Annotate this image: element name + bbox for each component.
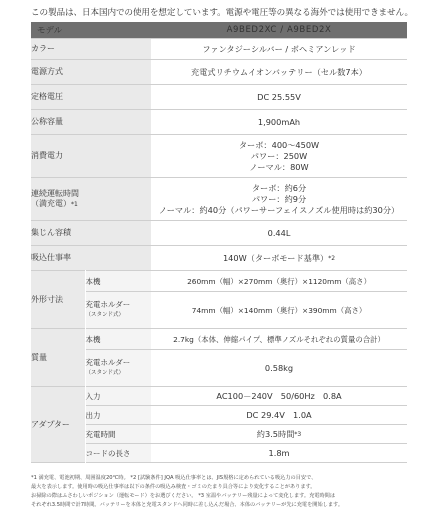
dust-value: 0.44L bbox=[267, 227, 291, 238]
adapter-label: アダプター bbox=[31, 387, 85, 463]
capacity-label: 公称容量 bbox=[31, 110, 151, 135]
mass-holder-value: 0.58kg bbox=[264, 362, 294, 373]
runtime-label: 連続運転時間 bbox=[31, 188, 79, 198]
row-adapter-charge bbox=[31, 425, 407, 444]
capacity-value: 1,900mAh bbox=[257, 116, 301, 127]
footnotes bbox=[31, 474, 411, 510]
dims-holder-label: 充電ホルダー bbox=[85, 300, 131, 309]
dims-label: 外形寸法 bbox=[31, 271, 85, 329]
power-power: パワー：250W bbox=[250, 150, 308, 161]
footnote-line: 最大を表示します。使用時の吸込仕事率は以下の条件の吸込み検査・ゴミのたまり具合等により変化することがあります。 bbox=[31, 484, 316, 490]
runtime-turbo: ターボ：約6分 bbox=[251, 182, 307, 193]
row-voltage bbox=[31, 85, 407, 110]
adapter-output-label: 出力 bbox=[85, 406, 151, 425]
table-header-row bbox=[31, 22, 407, 39]
model-value: A9BED2XC / A9BED2X bbox=[151, 22, 407, 39]
color-value: ファンタジーシルバー / ボヘミアンレッド bbox=[202, 43, 356, 54]
row-mass-holder bbox=[31, 350, 407, 387]
dims-main-value: 260mm（幅）×270mm（奥行）×1120mm（高さ） bbox=[187, 276, 371, 286]
color-label: カラー bbox=[31, 39, 151, 60]
voltage-label: 定格電圧 bbox=[31, 85, 151, 110]
adapter-charge-label: 充電時間 bbox=[85, 425, 151, 444]
runtime-power: パワー：約9分 bbox=[251, 193, 307, 204]
adapter-cord-label: コードの長さ bbox=[85, 444, 151, 463]
row-adapter-output bbox=[31, 406, 407, 425]
row-capacity bbox=[31, 110, 407, 135]
mass-main-label: 本機 bbox=[85, 329, 151, 350]
footnote-line: お掃除の際はふさわしいポジション（運転モード）をお選びください。 *3 室温やバッテリー残量によって変化します。充電時間は bbox=[31, 493, 336, 499]
adapter-charge-value: 約3.5時間 bbox=[256, 428, 295, 439]
row-runtime bbox=[31, 178, 407, 221]
power-turbo: ターボ：400～450W bbox=[238, 139, 320, 150]
row-adapter-input bbox=[31, 387, 407, 406]
mass-holder-label: 充電ホルダー bbox=[85, 358, 131, 367]
mass-holder-sub: （スタンド式） bbox=[85, 370, 125, 376]
dims-holder-value: 74mm（幅）×140mm（奥行）×390mm（高さ） bbox=[191, 305, 367, 315]
row-suction bbox=[31, 246, 407, 271]
power-normal: ノーマル：80W bbox=[249, 161, 309, 172]
mass-holder-label-cell bbox=[85, 350, 151, 387]
row-power-type bbox=[31, 60, 407, 85]
runtime-normal: ノーマル：約40分（パワーサーフェイスノズル使用時は約30分） bbox=[158, 204, 400, 215]
adapter-charge-note: *3 bbox=[294, 430, 302, 438]
suction-value-cell bbox=[151, 246, 407, 271]
runtime-label-sub: （満充電） bbox=[31, 198, 71, 208]
voltage-value: DC 25.55V bbox=[257, 91, 301, 102]
runtime-value bbox=[151, 178, 407, 221]
row-power bbox=[31, 135, 407, 178]
row-color bbox=[31, 39, 407, 60]
dims-holder-label-cell bbox=[85, 292, 151, 329]
dust-label: 集じん容積 bbox=[31, 221, 151, 246]
mass-main-value: 2.7kg（本体、伸縮パイプ、標準ノズルそれぞれの質量の合計） bbox=[173, 334, 385, 344]
power-label: 消費電力 bbox=[31, 135, 151, 178]
row-dims-holder bbox=[31, 292, 407, 329]
suction-value: 140W（ターボモード基準） bbox=[222, 252, 329, 263]
adapter-charge-cell bbox=[151, 425, 407, 444]
mass-label: 質量 bbox=[31, 329, 85, 387]
usage-notice: この製品は、日本国内での使用を想定しています。電源や電圧等の異なる海外では使用できません。 bbox=[31, 8, 414, 18]
runtime-note: *1 bbox=[71, 200, 78, 208]
adapter-input-value: AC100－240V 50/60Hz 0.8A bbox=[216, 390, 342, 401]
power-type-value: 充電式リチウムイオンバッテリー（セル数7本） bbox=[191, 66, 367, 77]
suction-note: *2 bbox=[328, 254, 336, 262]
runtime-label-cell bbox=[31, 178, 151, 221]
model-label: モデル bbox=[31, 22, 151, 39]
adapter-input-label: 入力 bbox=[85, 387, 151, 406]
power-type-label: 電源方式 bbox=[31, 60, 151, 85]
spec-table bbox=[31, 22, 407, 463]
dims-main-label: 本機 bbox=[85, 271, 151, 292]
dims-holder-sub: （スタンド式） bbox=[85, 312, 125, 318]
suction-label: 吸込仕事率 bbox=[31, 246, 151, 271]
footnote-line: それぞれ3.5時間で計7時間。バッテリーを本体と充電スタンドへ同時に差し込んだ場合、本体のバッテリーが先に充電を開始します。 bbox=[31, 502, 344, 508]
row-dust bbox=[31, 221, 407, 246]
row-dims-main bbox=[31, 271, 407, 292]
row-mass-main bbox=[31, 329, 407, 350]
adapter-cord-value: 1.8m bbox=[268, 447, 290, 458]
footnote-line: *1 満充電、電池初期、周囲温度20℃時。 *2 [試験条件] JQA 吸込仕事率とは、JIS規格に定められている吸込力の目安で、 bbox=[31, 475, 317, 481]
adapter-output-value: DC 29.4V 1.0A bbox=[246, 409, 312, 420]
row-adapter-cord bbox=[31, 444, 407, 463]
power-value bbox=[151, 135, 407, 178]
